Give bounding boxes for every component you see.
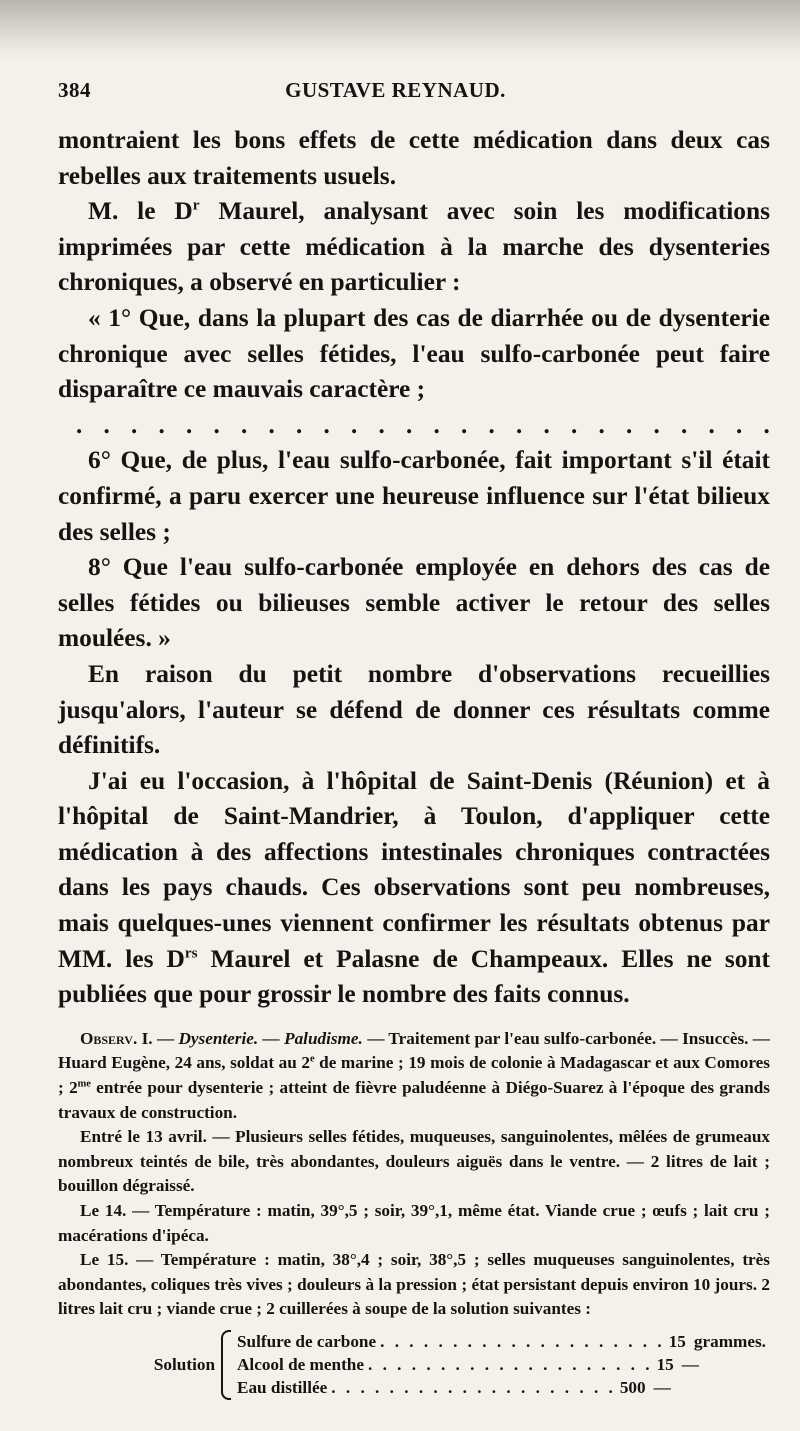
p7-text-a: J'ai eu l'occasion, à l'hôpital de Saint-Denis (Réunion) et à l'hôpital de Saint-Mandrier, à Toulon, d'appliquer cette médication à des affections intestinales chroniques contractées dans les pays chauds. Ces observations sont peu nombreuses, mais quelques-unes viennent confirmer les résultats obtenus par MM. les D [58,766,770,973]
p7-sup: rs [184,944,198,962]
observation-entry-3: Le 15. — Température : matin, 38°,4 ; soir, 38°,5 ; selles muqueuses sanguinolentes, très abondantes, coliques très vives ; douleurs à la pression ; état persistant depuis environ 10 jours. 2 litres lait cru ; viande crue ; 2 cuillerées à soupe de la solution suivantes : [58,1250,770,1319]
obs-sup-1: e [309,1053,315,1065]
obs-text-a: — Traitement par l'eau sulfo-carbonée. — Insuccès. — Huard Eugène, 24 ans, soldat au 2 [58,1028,770,1073]
p7-text-b: Maurel et Palasne de Champeaux. Elles ne sont publiées que pour grossir le nombre des faits connus. [58,944,770,1009]
observation-block [58,1027,770,1400]
solution-label: Solution [153,1354,215,1374]
paragraph-6: En raison du petit nombre d'observations recueillies jusqu'alors, l'auteur se défend de donner ces résultats comme définitifs. [58,659,770,760]
paragraph-4: 6° Que, de plus, l'eau sulfo-carbonée, fait important s'il était confirmé, a paru exercer une heureuse influence sur l'état bilieux des selles ; [58,446,770,546]
obs-text-c: entrée pour dysenterie ; atteint de fièvre paludéenne à Diégo-Suarez à l'époque des grands travaux de construction. [58,1078,771,1122]
ingredient-name: Alcool de menthe [237,1355,364,1375]
obs-sup-2: me [77,1078,91,1090]
page-number: 384 [58,78,91,102]
ingredient-unit: — [681,1355,699,1375]
paragraph-5: 8° Que l'eau sulfo-carbonée employée en dehors des cas de selles fétides ou bilieuses semble activer le retour des selles moulées. » [58,553,770,653]
paragraph-2 [58,194,770,301]
ellipsis-line: . . . . . . . . . . . . . . . . . . . . . . . . . . [76,411,770,439]
ingredient-unit: grammes. [693,1332,766,1352]
scan-top-band [0,0,800,60]
leader-dots: . . . . . . . . . . . . . . . . . . . . [367,1355,653,1375]
ingredient-unit: — [653,1378,671,1398]
recipe-rows [237,1330,766,1399]
book-page [58,78,770,1400]
main-text [58,123,770,1013]
p2-sup: r [192,196,200,214]
paragraph-3: « 1° Que, dans la plupart des cas de diarrhée ou de dysenterie chronique avec selles fétides, l'eau sulfo-carbonée peut faire disparaître ce mauvais caractère ; [58,303,770,404]
p2-text-b: Maurel, analysant avec soin les modifications imprimées par cette médication à la marche des dysenteries chroniques, a observé en particulier : [58,197,771,297]
recipe-row [237,1330,766,1353]
brace [221,1330,231,1400]
p2-text-a: M. le D [88,197,193,226]
ingredient-name: Sulfure de carbone [237,1332,377,1352]
leader-dots: . . . . . . . . . . . . . . . . . . . . [331,1378,616,1398]
paragraph-1: montraient les bons effets de cette médication dans deux cas rebelles aux traitements usuels. [58,126,770,190]
ingredient-name: Eau distillée [237,1378,328,1398]
paragraph-7 [58,764,770,1013]
ingredient-qty: 15 [668,1332,686,1352]
observation-heading [58,1027,770,1125]
running-head: GUSTAVE REYNAUD. [285,78,506,102]
ingredient-qty: 15 [656,1355,674,1375]
leader-dots: . . . . . . . . . . . . . . . . . . . . [380,1332,665,1352]
recipe-row [237,1353,699,1376]
solution-recipe [58,1330,770,1400]
observation-entry-1: Entré le 13 avril. — Plusieurs selles fétides, muqueuses, sanguinolentes, mêlées de grumeaux nombreux teintés de bile, très abondantes, douleurs aiguës dans le ventre. — 2 litres de lait ; bouillon dégraissé. [58,1127,770,1196]
obs-dash: — [152,1028,179,1048]
obs-text-b: de marine ; 19 mois de colonie à Madagascar et aux Comores ; 2 [58,1053,770,1098]
observation-title: Dysenterie. — Paludisme. [178,1028,363,1048]
observation-entry-2: Le 14. — Température : matin, 39°,5 ; soir, 39°,1, même état. Viande crue ; œufs ; lait cru ; macérations d'ipéca. [58,1201,770,1245]
recipe-row [237,1376,671,1399]
observation-label: Observ. I. [80,1028,153,1048]
ingredient-qty: 500 [619,1378,646,1398]
page-header [58,78,770,103]
